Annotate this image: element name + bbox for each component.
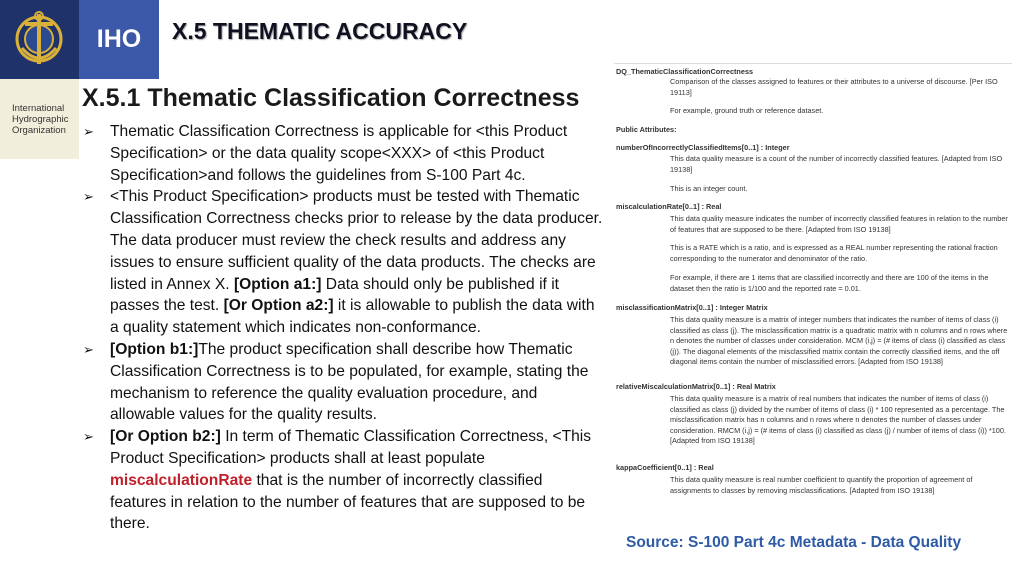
attribute-name: miscalculationRate[0..1] : Real: [616, 202, 722, 211]
org-name-line: International: [12, 103, 65, 114]
org-name-line: Organization: [12, 125, 66, 136]
attribute-description: This data quality measure is a matrix of real numbers that indicates the number of items of class (i) classified as class (j) divided by the number of items of class (i) * 100 represented as a percentage. The misclassification matrix has n columns and n rows where n denotes the number of classes under consideration. RMCM (i,j) = (# items of class (i) classified as class (j) / number of items of class (i)) *100. [Adapted from ISO 19138]: [670, 394, 1006, 445]
bullet-item: [83, 339, 603, 426]
bullet-text: that is the number of incorrectly classified features in relation to the number of features that are supposed to be there.: [110, 471, 586, 533]
class-description: Comparison of the classes assigned to features or their attributes to a universe of discourse. [Per ISO 19113]: [670, 77, 998, 97]
option-label: [Option a1:]: [233, 275, 322, 293]
org-name-line: Hydrographic: [12, 114, 69, 125]
bullet-text: The product specification shall describe how Thematic Classification Correctness is to be populated, for example, stating the mechanism to reference the quality evaluation procedure, and allowable values for the quality results.: [110, 340, 589, 424]
arrow-bullet-icon: ➢: [83, 124, 94, 139]
attribute-description: This data quality measure is real number coefficient to quantify the proportion of agreement of assignments to classes by removing misclassifications. [Adapted from ISO 19138]: [670, 475, 973, 495]
bullet-item: [83, 186, 603, 339]
attribute-name: misclassificationMatrix[0..1] : Integer Matrix: [616, 303, 768, 312]
iho-logo-text: IHO: [79, 0, 159, 79]
bullet-list: [83, 121, 603, 535]
arrow-bullet-icon: ➢: [83, 429, 94, 445]
attribute-description: This is an integer count.: [670, 184, 748, 193]
highlighted-term: miscalculationRate: [110, 471, 253, 489]
organization-name: [0, 79, 79, 159]
page-title: X.5 THEMATIC ACCURACY: [172, 18, 468, 44]
bullet-text: In term of Thematic Classification Correctness, <This Product Specification> products shall at least populate: [110, 428, 592, 467]
attribute-description: For example, if there are 1 items that are classified incorrectly and there are 100 of the items in the dataset then the ratio is 1/100 and the reported rate = 0.01.: [670, 273, 989, 293]
attribute-name: kappaCoefficient[0..1] : Real: [616, 463, 714, 472]
attribute-name: relativeMiscalculationMatrix[0..1] : Real Matrix: [616, 382, 776, 391]
option-label: [Or Option b2:]: [110, 428, 221, 446]
source-caption: Source: S-100 Part 4c Metadata - Data Quality: [626, 534, 962, 551]
option-label: [Or Option a2:]: [223, 297, 334, 315]
bullet-text: Thematic Classification Correctness is applicable for <this Product Specification> or the data quality scope<XXX> of <this Product Specification>and follows the guidelines from S-100 Part 4c.: [110, 123, 568, 184]
anchor-emblem-icon: [8, 8, 70, 70]
attribute-description: This data quality measure indicates the number of incorrectly classified features in relation to the number of features that are supposed to be there. [Adapted from ISO 19138]: [670, 214, 1008, 234]
bullet-text: Data should only be published if it passes the test.: [110, 275, 559, 315]
bullet-item: [83, 121, 603, 186]
attribute-description: This data quality measure is a count of the number of incorrectly classified features. [Adapted from ISO 19138]: [670, 154, 1003, 174]
iho-emblem-logo: [0, 0, 79, 79]
public-attributes-label: Public Attributes:: [616, 125, 677, 134]
arrow-bullet-icon: ➢: [83, 341, 94, 357]
class-name: DQ_ThematicClassificationCorrectness: [616, 67, 754, 76]
attribute-description: This is a RATE which is a ratio, and is expressed as a REAL number representing the rational fraction corresponding to the numerator and denominator of the ratio.: [670, 243, 998, 263]
attribute-name: numberOfIncorrectlyClassifiedItems[0..1] : Integer: [616, 143, 790, 152]
bullet-text: it is allowable to publish the data with a quality statement which indicates non-conformance.: [110, 297, 595, 337]
bullet-item: [83, 426, 603, 535]
attribute-description: This data quality measure is a matrix of integer numbers that indicates the number of items of class (i) classified as class (j). The misclassification matrix is a quadratic matrix with n columns and n rows where n denotes the number of classes under consideration. MCM (i,j) = (# items of class (i) classified as class (j)). The diagonal elements of the misclassified matrix contain the correctly classified items, and the off diagonal items contain the number of misclassified errors. [Adapted from ISO 19138]: [670, 315, 1008, 366]
arrow-bullet-icon: ➢: [83, 189, 94, 205]
bullet-text: <This Product Specification> products must be tested with Thematic Classification Correctness checks prior to release by the data producer. The data producer must review the check results and address any issues to ensure sufficient quality of the data products. The checks are listed in Annex X.: [110, 188, 603, 293]
spec-excerpt-image: [614, 63, 1012, 516]
section-title: X.5.1 Thematic Classification Correctness: [82, 84, 580, 112]
class-description: For example, ground truth or reference dataset.: [670, 106, 824, 115]
option-label: [Option b1:]: [110, 340, 199, 358]
